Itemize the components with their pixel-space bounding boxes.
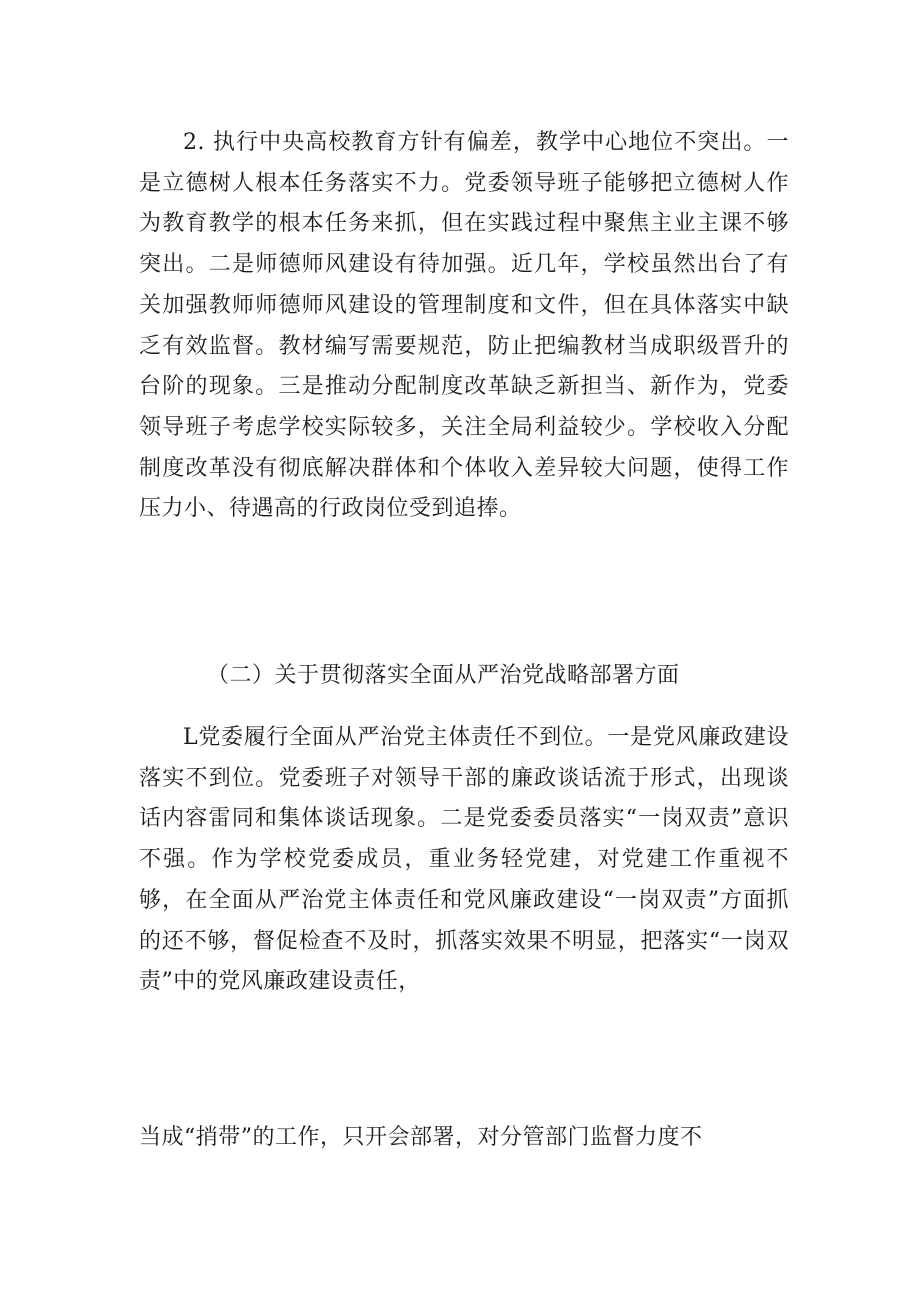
body-paragraph: L党委履行全面从严治党主体责任不到位。一是党风廉政建设落实不到位。党委班子对领导干部的廉政谈话流于形式，出现谈话内容雷同和集体谈话现象。二是党委委员落实“一岗双责”意识不强。作为学校党委成员，重业务轻党建，对党建工作重视不够，在全面从严治党主体责任和党风廉政建设“一岗双责”方面抓的还不够，督促检查不及时，抓落实效果不明显，把落实“一岗双责”中的党风廉政建设责任， xyxy=(139,725,789,995)
body-paragraph-continued: 当成“捎带”的工作，只开会部署，对分管部门监督力度不 xyxy=(139,1125,703,1150)
section-heading: （二）关于贯彻落实全面从严治党战略部署方面 xyxy=(207,663,680,688)
body-paragraph: 2. 执行中央高校教育方针有偏差，教学中心地位不突出。一是立德树人根本任务落实不力。党委领导班子能够把立德树人作为教育教学的根本任务来抓，但在实践过程中聚焦主业主课不够突出。二是师德师风建设有待加强。近几年，学校虽然出台了有关加强教师师德师风建设的管理制度和文件，但在具体落实中缺乏有效监督。教材编写需要规范，防止把编教材当成职级晋升的台阶的现象。三是推动分配制度改革缺乏新担当、新作为，党委领导班子考虑学校实际较多，关注全局利益较少。学校收入分配制度改革没有彻底解决群体和个体收入差异较大问题，使得工作压力小、待遇高的行政岗位受到追捧。 xyxy=(139,130,789,522)
